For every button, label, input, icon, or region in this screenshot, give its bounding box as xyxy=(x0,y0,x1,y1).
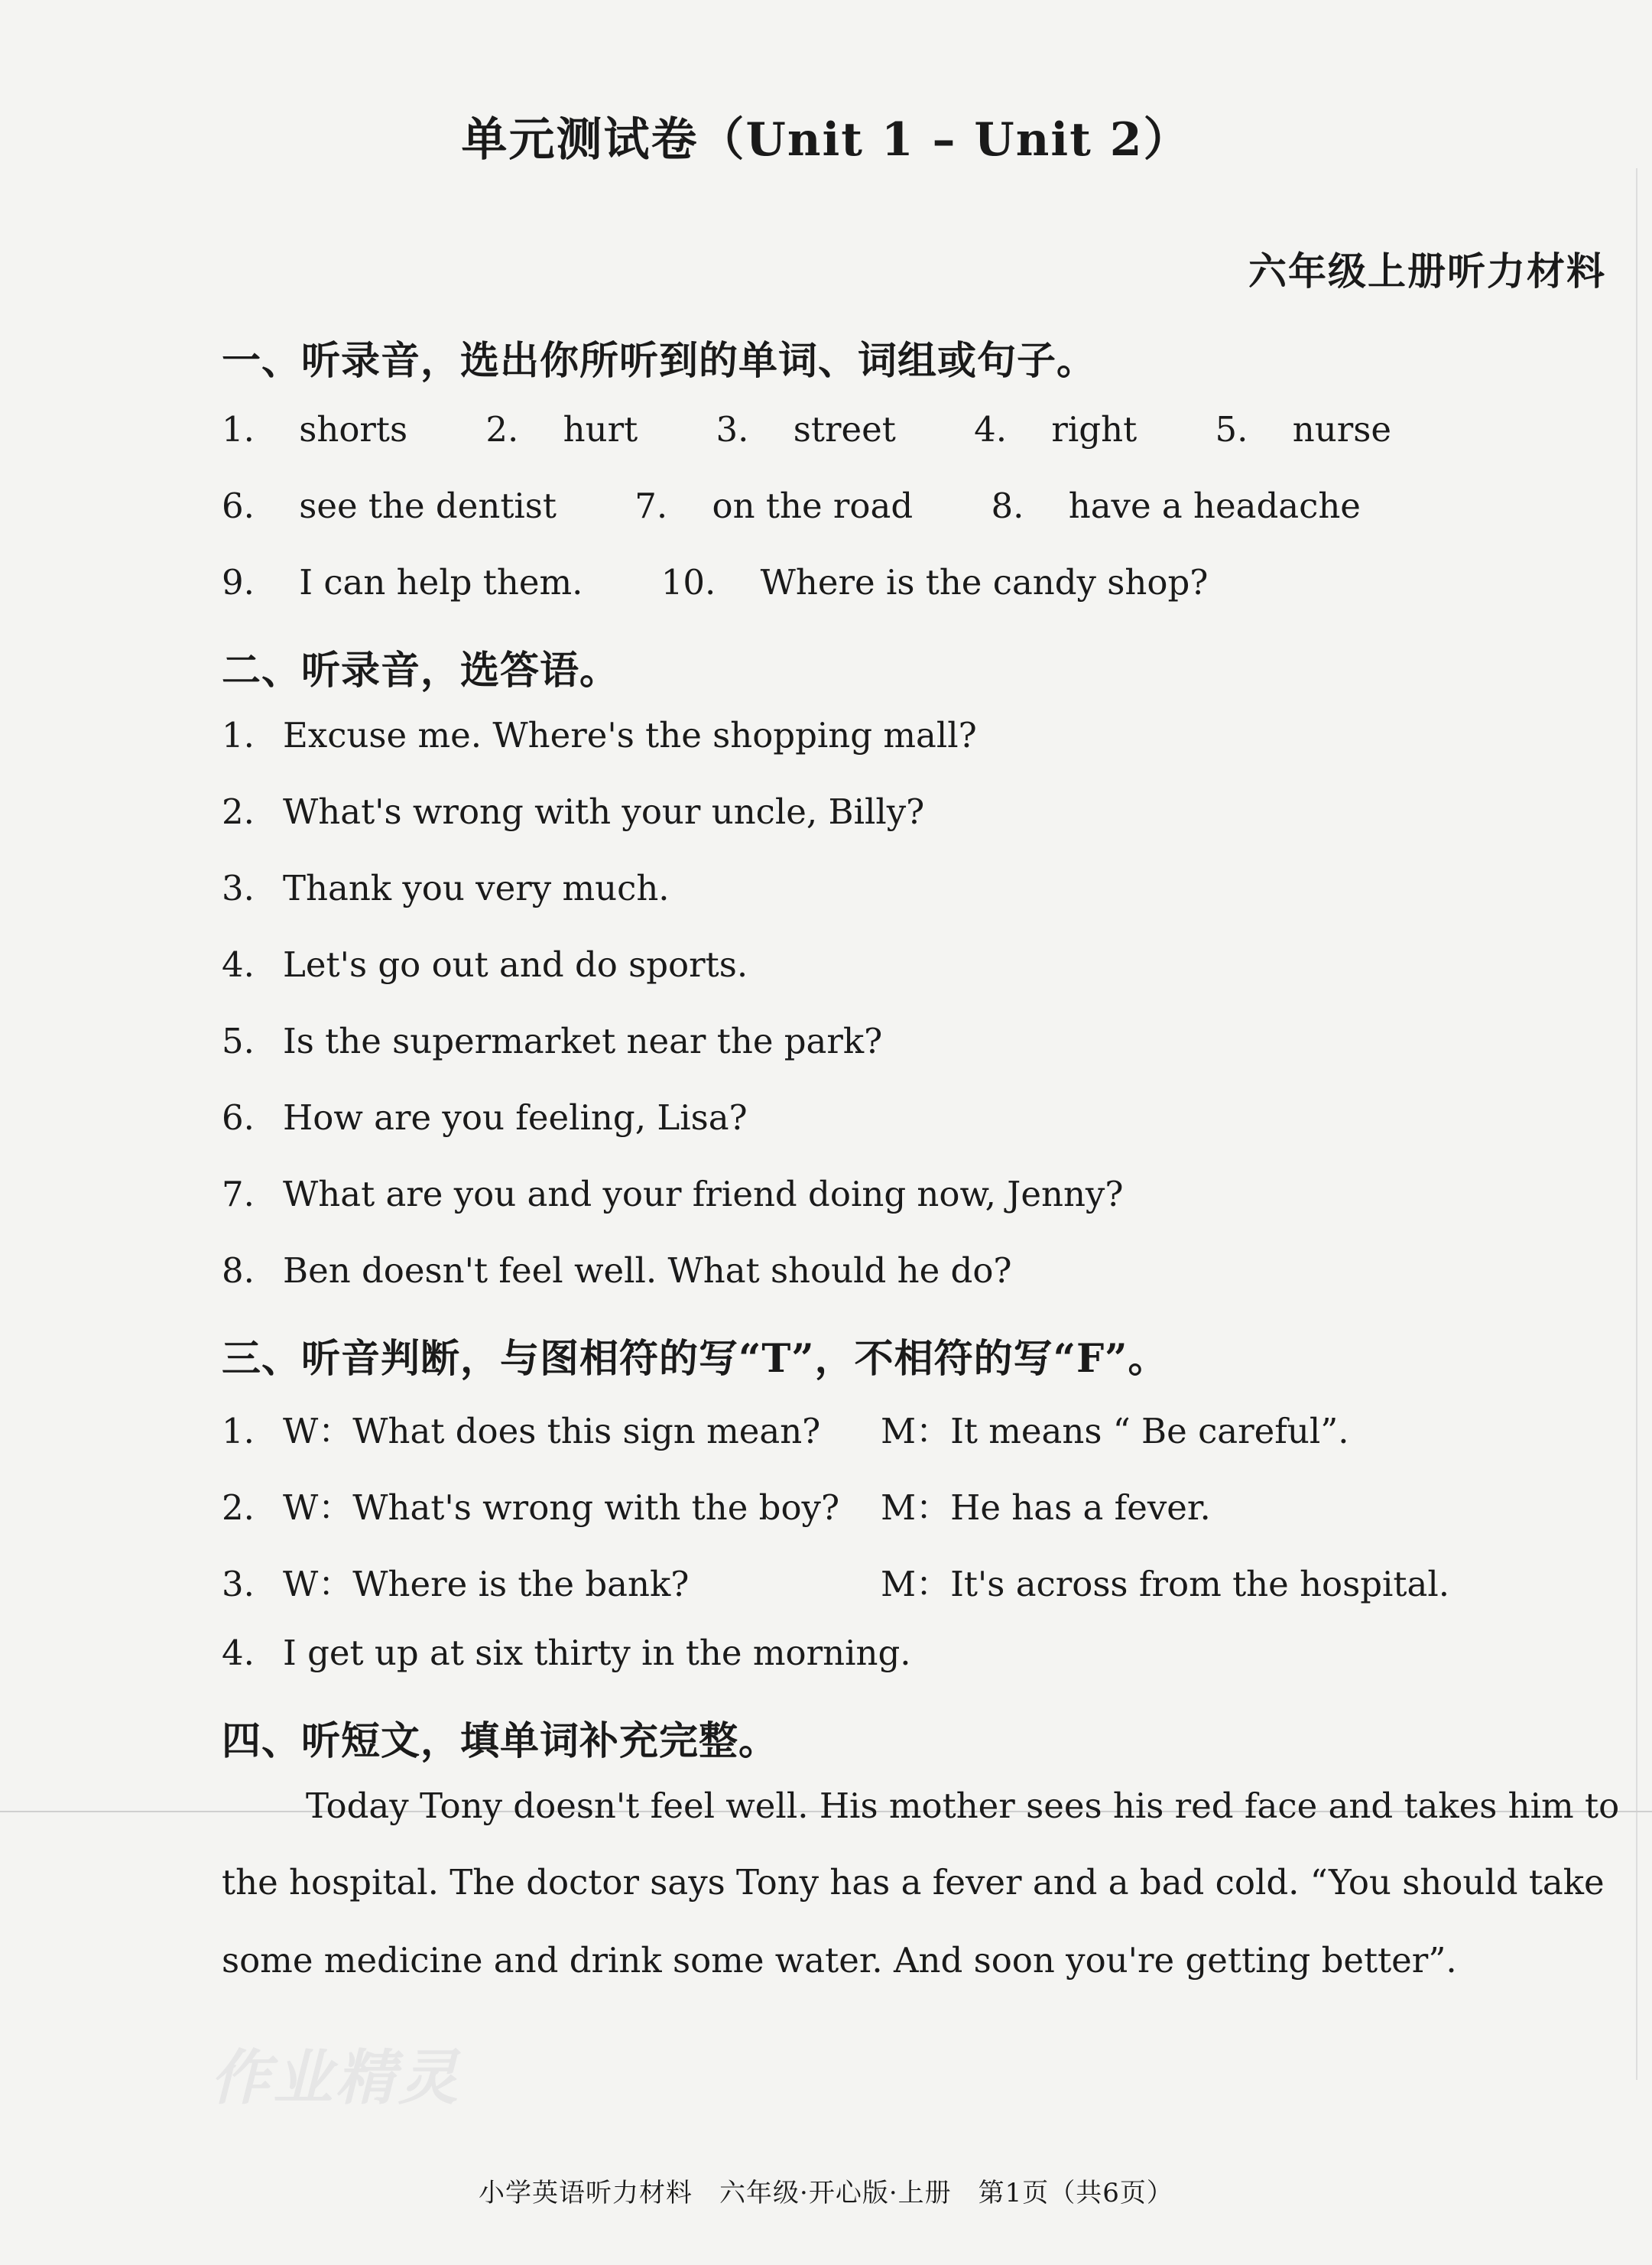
paragraph-line-2: the hospital. The doctor says Tony has a fever and a bad cold. “You should take xyxy=(222,1862,1605,1903)
item-number: 9. xyxy=(222,562,255,603)
item-number: 6. xyxy=(222,486,255,526)
section-2-heading: 二、听录音，选答语。 xyxy=(222,648,620,694)
item-text: nurse xyxy=(1292,409,1391,450)
paragraph-line-3: some medicine and drink some water. And soon you're getting better”. xyxy=(222,1940,1457,1981)
dialog-row: 4. I get up at six thirty in the morning. xyxy=(222,1633,911,1673)
dialog-row: 1. W：What does this sign mean? M：It means “ Be careful”. xyxy=(222,1403,820,1453)
watermark-logo: 作业精灵 xyxy=(210,2043,462,2113)
section-1-row-3 xyxy=(222,562,1208,603)
item-text: shorts xyxy=(299,409,408,450)
item-number: 2. xyxy=(485,409,519,450)
item-text: street xyxy=(793,409,896,450)
list-item: 6. How are you feeling, Lisa? xyxy=(222,1097,748,1138)
list-item: 8. Ben doesn't feel well. What should he do? xyxy=(222,1250,1012,1291)
list-item: 1. Excuse me. Where's the shopping mall? xyxy=(222,715,977,756)
section-1-heading: 一、听录音，选出你所听到的单词、词组或句子。 xyxy=(222,338,1097,384)
list-item: 3. Thank you very much. xyxy=(222,868,670,908)
item-number: 8. xyxy=(991,486,1024,526)
paragraph-line-1: Today Tony doesn't feel well. His mother sees his red face and takes him to xyxy=(306,1786,1620,1826)
dialog-answer: M：It's across from the hospital. xyxy=(881,1564,1450,1604)
page-edge-line xyxy=(1636,168,1637,2080)
list-item: 5. Is the supermarket near the park? xyxy=(222,1021,883,1061)
item-text: right xyxy=(1051,409,1138,450)
list-item: 4. Let's go out and do sports. xyxy=(222,944,748,985)
section-1-row-1 xyxy=(222,409,1391,450)
item-text: have a headache xyxy=(1068,486,1361,526)
page-title: 单元测试卷（Unit 1 – Unit 2） xyxy=(461,113,1191,167)
item-text: see the dentist xyxy=(299,486,557,526)
list-item: 7. What are you and your friend doing now, Jenny? xyxy=(222,1174,1124,1214)
dialog-row: 2. W：What's wrong with the boy? M：He has a fever. xyxy=(222,1480,839,1529)
dialog-row: 3. W：Where is the bank? M：It's across from the hospital. xyxy=(222,1556,689,1606)
section-4-heading: 四、听短文，填单词补充完整。 xyxy=(222,1718,779,1764)
page-subtitle: 六年级上册听力材料 xyxy=(1248,249,1606,294)
item-number: 5. xyxy=(1215,409,1248,450)
dialog-answer: M：It means “ Be careful”. xyxy=(881,1411,1349,1451)
section-3-heading: 三、听音判断，与图相符的写“T”，不相符的写“F”。 xyxy=(222,1336,1168,1382)
item-number: 3. xyxy=(716,409,749,450)
item-text: on the road xyxy=(712,486,914,526)
item-text: I can help them. xyxy=(299,562,583,603)
page-footer: 小学英语听力材料 六年级·开心版·上册 第1页（共6页） xyxy=(479,2178,1173,2208)
dialog-answer: M：He has a fever. xyxy=(881,1487,1211,1528)
item-number: 7. xyxy=(635,486,668,526)
list-item: 2. What's wrong with your uncle, Billy? xyxy=(222,791,925,832)
item-number: 10. xyxy=(660,562,716,603)
section-1-row-2 xyxy=(222,486,1361,526)
item-number: 4. xyxy=(974,409,1008,450)
item-text: Where is the candy shop? xyxy=(760,562,1209,603)
item-number: 1. xyxy=(222,409,255,450)
item-text: hurt xyxy=(563,409,638,450)
